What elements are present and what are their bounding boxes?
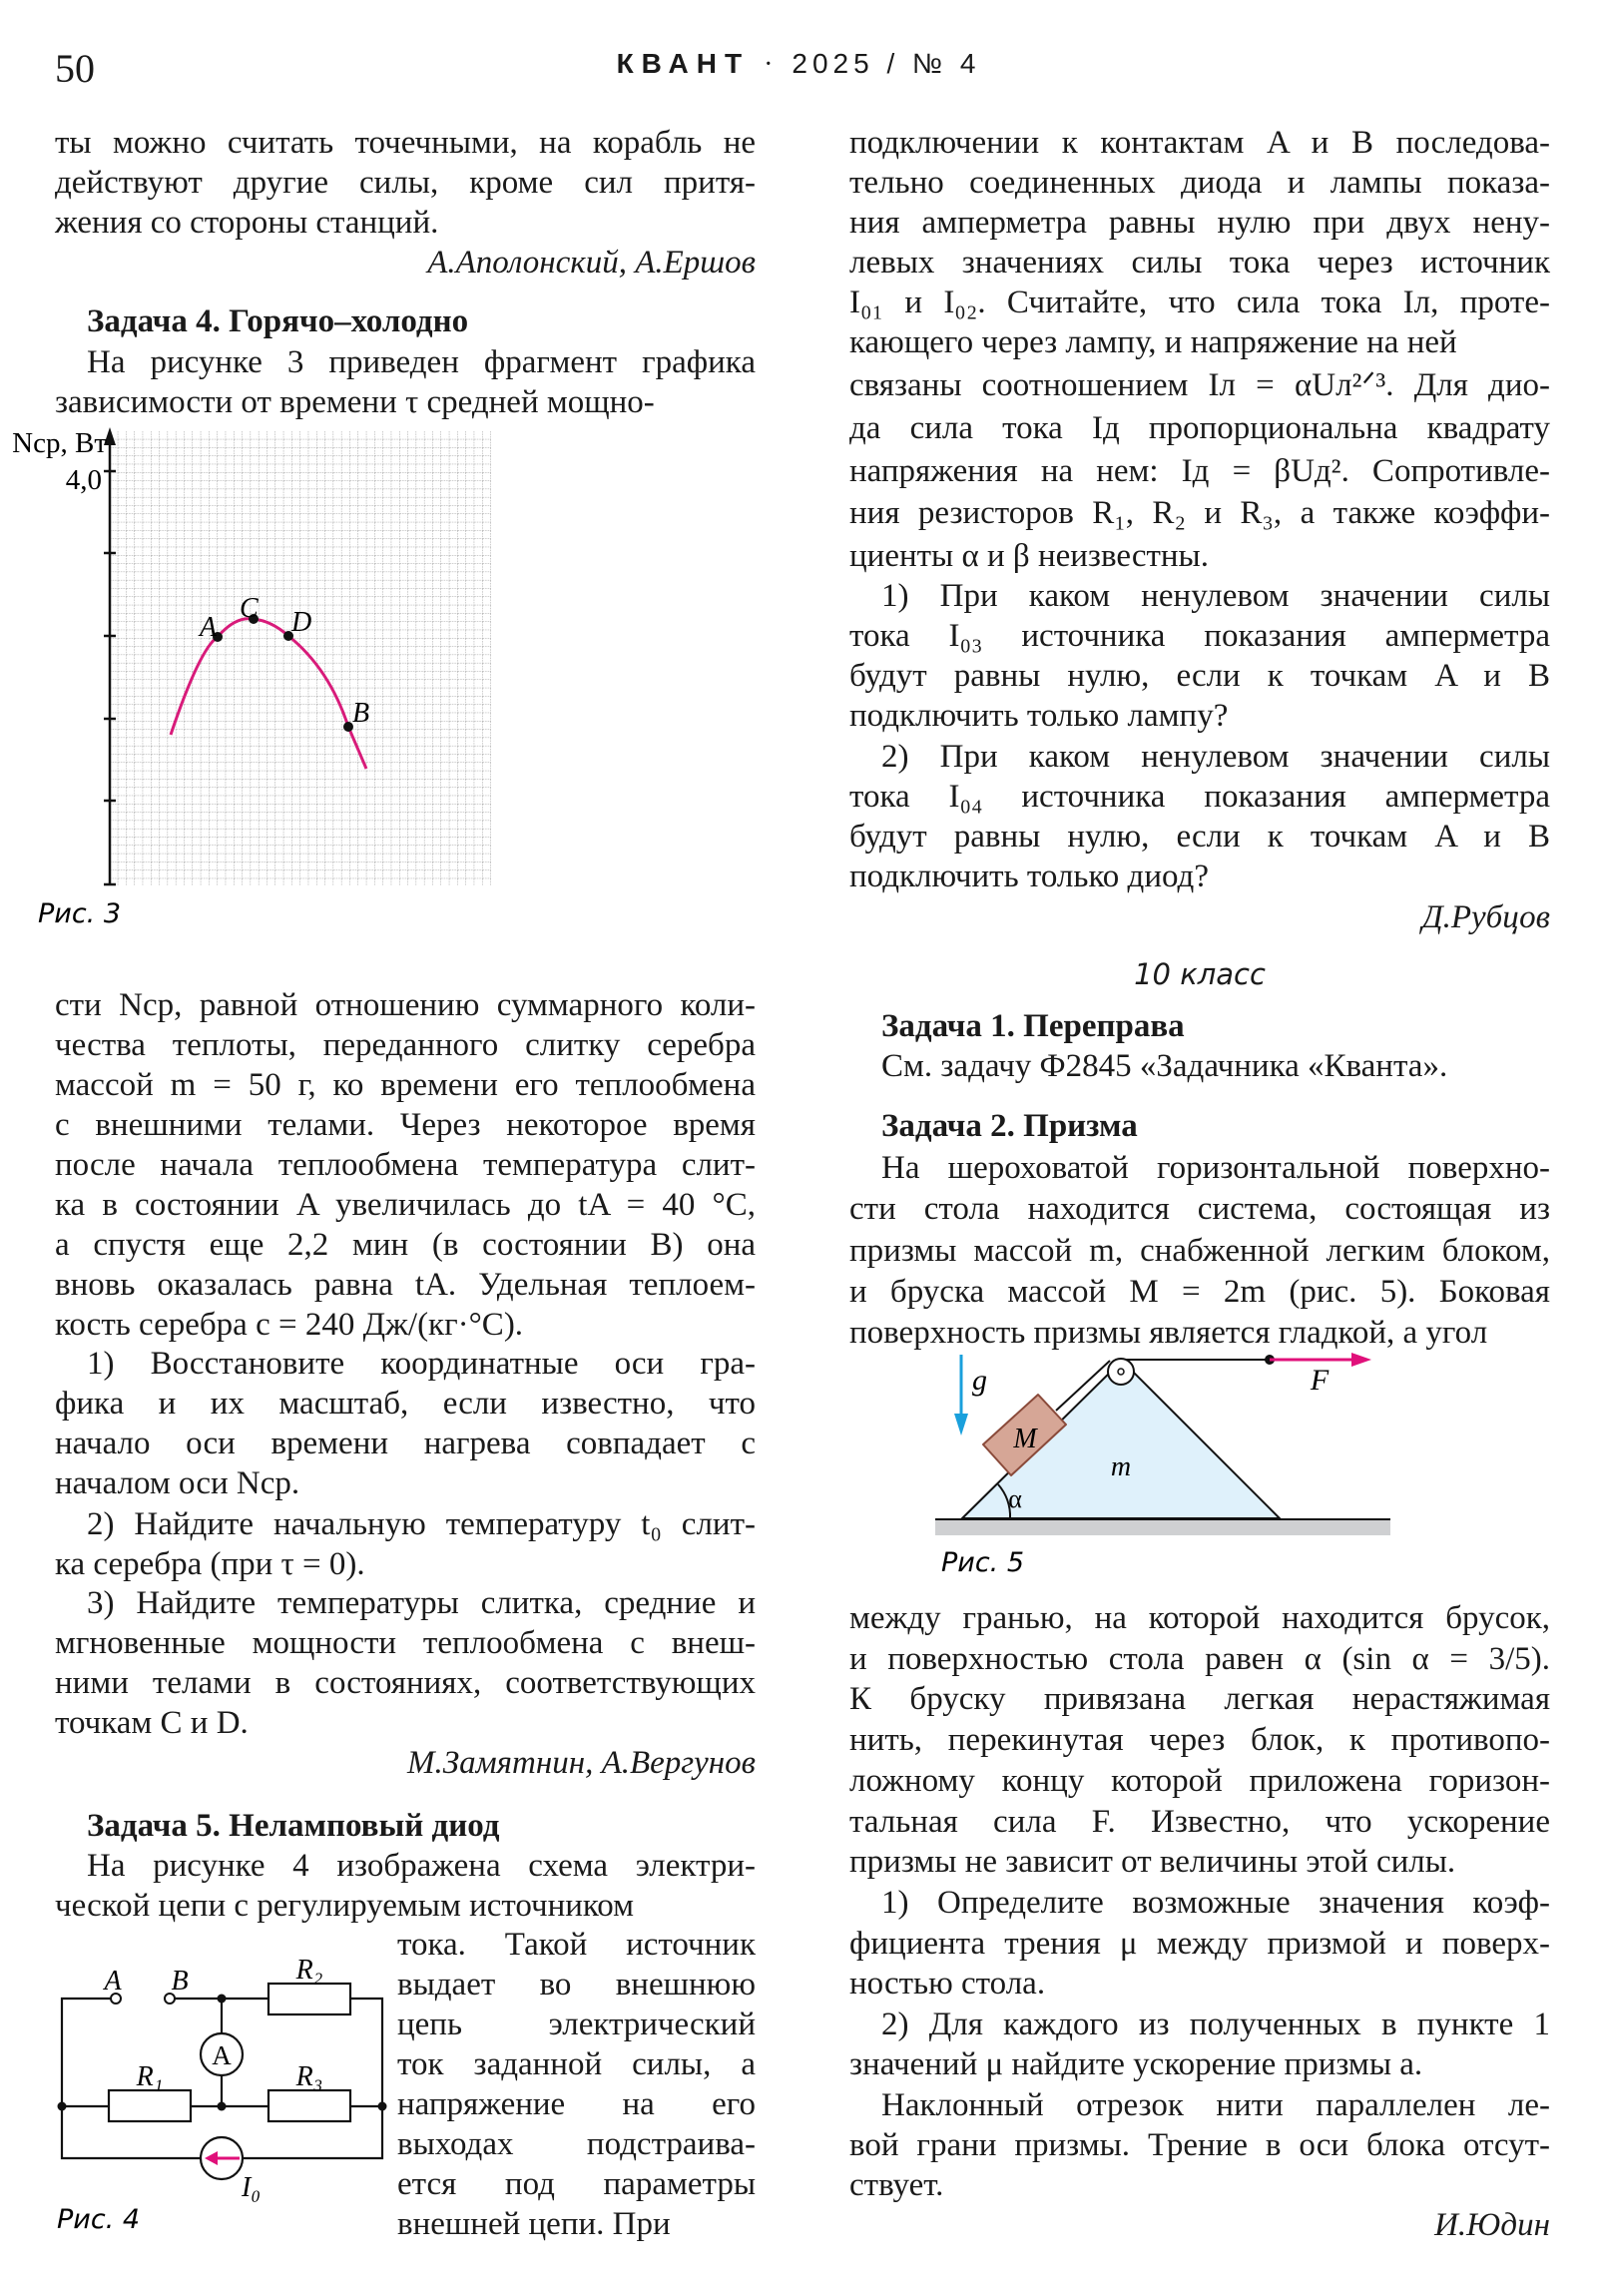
text-line: 2) Для каждого из полученных в пункте 1 [881,2007,1550,2042]
text-line: ется под параметры [397,2166,756,2202]
terminal-b-label: B [171,1966,189,1997]
author-line: И.Юдин [1434,2207,1550,2243]
text-line: ния амперметра равны нулю при двух нену- [849,205,1550,241]
text-line: 2) Найдите начальную температуру t₀ слит- [87,1506,756,1542]
r1-label: R₁ [136,2061,164,2092]
text-line: призмы массой m, снабженной легким блоком, [849,1232,1550,1269]
text-line: ними телами в состояниях, соответствующих [55,1665,756,1701]
text-line: будут равны нулю, если к точкам A и B [849,658,1550,694]
text-line: вновь оказалась равна tA. Удельная теплоем- [55,1267,756,1303]
text-line: подключить только лампу? [849,698,1229,734]
text-line: Наклонный отрезок нити параллелен ле- [881,2087,1550,2123]
point-b-label: B [352,698,370,729]
text-line: мгновенные мощности теплообмена с внеш- [55,1625,756,1661]
text-line: 3) Найдите температуры слитка, средние и [87,1585,756,1621]
text-line: ты можно считать точечными, на корабль не [55,125,756,161]
author-line: Д.Рубцов [1421,899,1550,935]
text-line: выходах подстраива- [397,2126,756,2162]
text-line: вой грани призмы. Трение в оси блока отсут- [849,2127,1550,2163]
text-line: да сила тока Iд пропорциональна квадрату [849,409,1550,446]
text-line: с внешними телами. Через некоторое время [55,1107,756,1143]
text-line: и поверхностью стола равен α (sin α = 3/5). [849,1640,1550,1677]
text-line: На рисунке 4 изображена схема электри- [87,1848,756,1884]
angle-label: α [1008,1484,1022,1513]
text-line: внешней цепи. При [397,2206,671,2242]
author-line: А.Аполонский, А.Ершов [427,245,756,281]
source-label: I₀ [242,2172,262,2203]
text-line: после начала теплообмена температура слит- [55,1147,756,1183]
text-line: ка в состоянии A увеличилась до tA = 40 °C, [55,1187,756,1223]
text-line: 1) Определите возможные значения коэф- [881,1885,1550,1921]
text-line: ток заданной силы, а [397,2046,756,2082]
journal-title: КВАНТ [616,48,751,79]
point-c-label: C [240,593,259,624]
text-line: зависимости от времени τ средней мощно- [55,384,655,420]
text-line: левых значениях силы тока через источник [849,245,1550,281]
problem-heading: Задача 4. Горячо–холодно [87,303,469,339]
text-line: действуют другие силы, кроме сил притя- [55,165,756,201]
y-axis-label: Nср, Вт [12,427,107,459]
g-label: g [972,1364,987,1397]
text-line: фика и их масштаб, если известно, что [55,1386,756,1422]
figure-5-caption: Рис. 5 [941,1547,1025,1578]
text-line: точкам C и D. [55,1705,249,1741]
text-line: ствует. [849,2167,944,2203]
block-label: M [1013,1424,1037,1454]
terminal-a-label: A [104,1966,122,1997]
ammeter-label: A [212,2040,232,2070]
text-line: I₀₁ и I₀₂. Считайте, что сила тока Iл, проте- [849,285,1550,320]
text-line: 1) При каком ненулевом значении силы [881,578,1550,614]
text-line: К бруску привязана легкая нерастяжимая [849,1681,1550,1718]
text-line: На шероховатой горизонтальной поверхно- [881,1150,1550,1186]
r3-label: R₃ [295,2061,323,2092]
text-line: будут равны нулю, если к точкам A и B [849,819,1550,855]
force-label: F [1310,1364,1330,1397]
point-d-label: D [291,607,312,638]
text-line: сти Nср, равной отношению суммарного коли- [55,987,756,1023]
issue-number: 2025 / № 4 [792,48,981,79]
text-line: началом оси Nср. [55,1465,300,1501]
text-line: призмы не зависит от величины этой силы. [849,1844,1456,1881]
text-line: напряжение на его [397,2086,756,2122]
author-line: М.Замятнин, А.Вергунов [407,1745,756,1781]
text-line: напряжения на нем: Iд = βUд². Сопротивле- [849,452,1550,489]
pulley [1108,1359,1134,1385]
r2-label: R₂ [295,1955,323,1986]
text-line: цепь электрический [397,2007,756,2042]
problem-heading: Задача 5. Неламповый диод [87,1808,500,1844]
text-line: ческой цепи с регулируемым источником [55,1888,635,1924]
text-line: 2) При каком ненулевом значении силы [881,739,1550,775]
page-number: 50 [55,46,95,91]
text-line: 1) Восстановите координатные оси гра- [87,1346,756,1382]
text-line: ложному концу которой приложена горизон- [849,1762,1550,1799]
text-line: подключить только диод? [849,859,1209,894]
text-line: тока. Такой источник [397,1927,756,1963]
text-line: нить, перекинутая через блок, к противопо- [849,1722,1550,1759]
text-line: тельно соединенных диода и лампы показа- [849,165,1550,201]
figure-4-caption: Рис. 4 [57,2204,141,2235]
text-line: значений μ найдите ускорение призмы a. [849,2046,1423,2082]
problem-heading: Задача 1. Переправа [881,1008,1185,1044]
text-line: жения со стороны станций. [55,205,439,241]
grade-heading: 10 класс [1134,957,1266,991]
text-line: начало оси времени нагрева совпадает с [55,1426,756,1461]
text-line: чества теплоты, переданного слитку серебра [55,1027,756,1063]
text-line: выдает во внешнюю [397,1967,756,2003]
y-tick-label: 4,0 [65,464,102,496]
text-line: поверхность призмы является гладкой, а угол [849,1315,1488,1352]
text-line: ностью стола. [849,1966,1046,2002]
text-line: тальная сила F. Известно, что ускорение [849,1803,1550,1840]
text-line: подключении к контактам A и B последова- [849,125,1550,161]
table-surface [935,1520,1390,1535]
text-line: сти стола находится система, состоящая из [849,1191,1550,1228]
text-line: и бруска массой M = 2m (рис. 5). Боковая [849,1273,1550,1310]
text-line: ния резисторов R₁, R₂ и R₃, а также коэффи- [849,495,1550,532]
text-line: тока I₀₃ источника показания амперметра [849,618,1550,654]
text-line: кающего через лампу, и напряжение на ней [849,324,1457,360]
text-line: циенты α и β неизвестны. [849,538,1209,575]
text-line: между гранью, на которой находится брусок, [849,1600,1550,1636]
text-line: а спустя еще 2,2 мин (в состоянии B) она [55,1227,756,1263]
text-line: На рисунке 3 приведен фрагмент графика [87,344,756,380]
text-line: См. задачу Ф2845 «Задачника «Кванта». [881,1048,1448,1084]
text-line: кость серебра c = 240 Дж/(кг·°C). [55,1307,524,1343]
prism-label: m [1110,1451,1132,1482]
text-line: тока I₀₄ источника показания амперметра [849,779,1550,815]
text-line: массой m = 50 г, ко времени его теплообмена [55,1067,756,1103]
text-line: связаны соотношением Iл = αUл²ᐟ³. Для дио- [849,367,1550,403]
point-a-label: A [200,612,218,643]
text-line: ка серебра (при τ = 0). [55,1546,365,1582]
text-line: фициента трения μ между призмой и поверх- [849,1925,1550,1962]
problem-heading: Задача 2. Призма [881,1108,1138,1144]
header-separator: · [764,49,779,80]
gravity-arrow-icon [954,1355,968,1435]
figure-3-caption: Рис. 3 [38,898,122,929]
